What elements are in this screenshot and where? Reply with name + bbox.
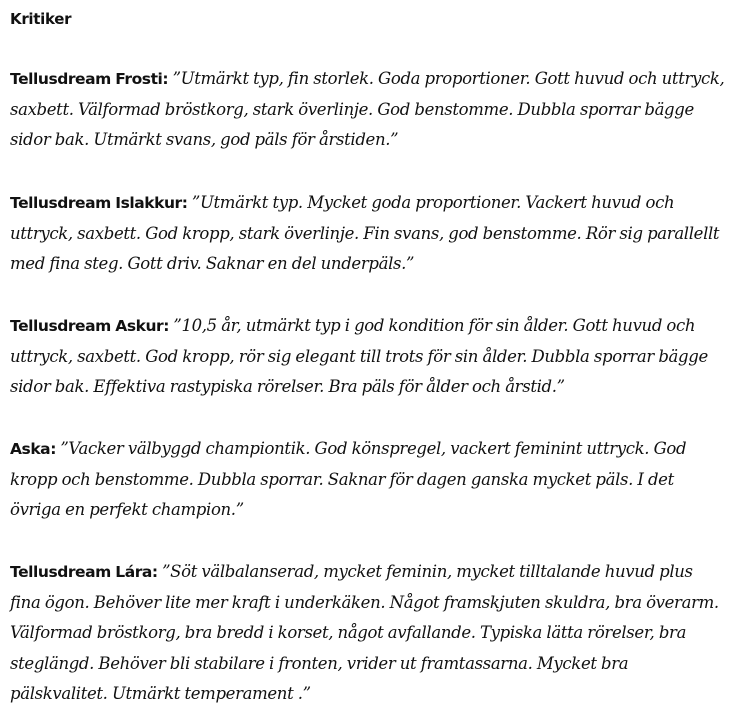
critique-text: ”Utmärkt typ. Mycket goda proportioner. Vackert huvud och uttryck, saxbett. God kropp, stark överlinje. Fin svans, god benstomme. Rör sig parallellt med fina steg. Gott driv. Saknar en del underpäls.” xyxy=(10,193,720,273)
critique-entry xyxy=(10,557,725,710)
critique-entry xyxy=(10,311,725,403)
dog-name: Tellusdream Askur: xyxy=(10,317,169,335)
page-heading: Kritiker xyxy=(10,10,72,28)
critique-entry xyxy=(10,434,725,526)
dog-name: Tellusdream Lára: xyxy=(10,563,158,581)
critiques-document xyxy=(10,0,725,703)
critique-text: ”Vacker välbyggd championtik. God könspregel, vackert feminint uttryck. God kropp och benstomme. Dubbla sporrar. Saknar för dagen ganska mycket päls. I det övriga en perfekt champion.” xyxy=(10,439,687,519)
critique-text: ”10,5 år, utmärkt typ i god kondition för sin ålder. Gott huvud och uttryck, saxbett. God kropp, rör sig elegant till trots för sin ålder. Dubbla sporrar bägge sidor bak. Effektiva rastypiska rörelser. Bra päls för ålder och årstid.” xyxy=(10,316,708,396)
dog-name: Tellusdream Frosti: xyxy=(10,70,169,88)
dog-name: Aska: xyxy=(10,440,56,458)
critique-entry xyxy=(10,64,725,156)
critique-text: ”Utmärkt typ, fin storlek. Goda proportioner. Gott huvud och uttryck, saxbett. Välformad bröstkorg, stark överlinje. God benstomme. Dubbla sporrar bägge sidor bak. Utmärkt svans, god päls för årstiden.” xyxy=(10,69,725,149)
critique-entry xyxy=(10,188,725,280)
critique-text: ”Söt välbalanserad, mycket feminin, mycket tilltalande huvud plus fina ögon. Behöver lite mer kraft i underkäken. Något framskjuten skuldra, bra överarm. Välformad bröstkorg, bra bredd i korset, något avfallande. Typiska lätta rörelser, bra steglängd. Behöver bli stabilare i fronten, vrider ut framtassarna. Mycket bra pälskvalitet. Utmärkt temperament .” xyxy=(10,562,719,703)
dog-name: Tellusdream Islakkur: xyxy=(10,194,188,212)
